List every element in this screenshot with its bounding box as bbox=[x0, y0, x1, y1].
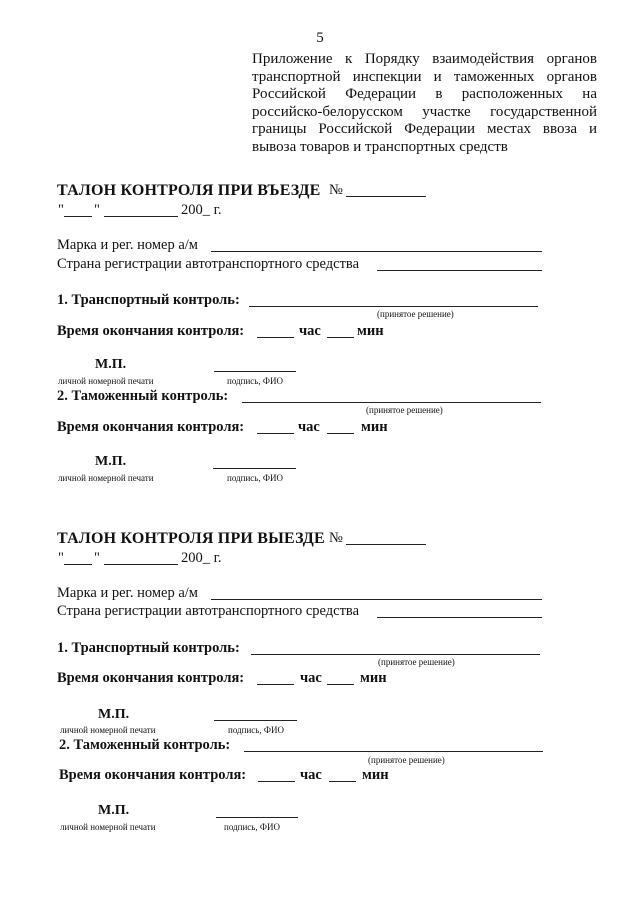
entry-day-field[interactable] bbox=[64, 216, 92, 217]
date-quote-open: " bbox=[58, 202, 64, 218]
stamp-caption: личной номерной печати bbox=[58, 376, 154, 386]
page-number: 5 bbox=[316, 30, 324, 46]
entry-customs-label: 2. Таможенный контроль: bbox=[57, 388, 229, 404]
signature-caption: подпись, ФИО bbox=[224, 822, 280, 832]
entry-min-field[interactable] bbox=[327, 337, 354, 338]
stamp-caption: личной номерной печати bbox=[60, 822, 156, 832]
min-label: мин bbox=[361, 419, 388, 435]
exit-year: 200_ г. bbox=[181, 550, 222, 566]
exit-vehicle-label: Марка и рег. номер а/м bbox=[57, 585, 198, 601]
hour-label: час bbox=[300, 670, 322, 686]
exit-end-time-label: Время окончания контроля: bbox=[59, 767, 247, 783]
exit-country-label: Страна регистрации автотранспортного средства bbox=[57, 603, 360, 619]
stamp-label: М.П. bbox=[98, 803, 130, 818]
exit-customs-label: 2. Таможенный контроль: bbox=[59, 737, 231, 753]
entry-hour-field[interactable] bbox=[257, 433, 294, 434]
entry-hour-field[interactable] bbox=[257, 337, 294, 338]
entry-end-time-label: Время окончания контроля: bbox=[57, 419, 245, 435]
signature-caption: подпись, ФИО bbox=[227, 376, 283, 386]
appendix-note bbox=[252, 51, 597, 157]
entry-transport-decision-field[interactable] bbox=[249, 306, 538, 307]
entry-signature-field[interactable] bbox=[214, 371, 296, 372]
exit-transport-label: 1. Транспортный контроль: bbox=[57, 640, 240, 656]
entry-year: 200_ г. bbox=[181, 202, 222, 218]
exit-min-field[interactable] bbox=[329, 781, 356, 782]
entry-vehicle-field[interactable] bbox=[211, 251, 542, 252]
hour-label: час bbox=[299, 323, 321, 339]
entry-month-field[interactable] bbox=[104, 216, 178, 217]
exit-customs-decision-field[interactable] bbox=[244, 751, 543, 752]
stamp-caption: личной номерной печати bbox=[60, 725, 156, 735]
exit-title: ТАЛОН КОНТРОЛЯ ПРИ ВЫЕЗДЕ bbox=[57, 530, 325, 547]
entry-customs-decision-field[interactable] bbox=[242, 402, 541, 403]
exit-day-field[interactable] bbox=[64, 564, 92, 565]
date-quote-close: " bbox=[94, 550, 100, 566]
decision-caption: (принятое решение) bbox=[377, 309, 454, 319]
appendix-line: Российской Федерации в расположенных на bbox=[252, 86, 597, 103]
decision-caption: (принятое решение) bbox=[368, 755, 445, 765]
exit-signature-field[interactable] bbox=[216, 817, 298, 818]
exit-number-field[interactable] bbox=[346, 544, 426, 545]
exit-min-field[interactable] bbox=[327, 684, 354, 685]
entry-country-field[interactable] bbox=[377, 270, 542, 271]
date-quote-open: " bbox=[58, 550, 64, 566]
hour-label: час bbox=[298, 419, 320, 435]
signature-caption: подпись, ФИО bbox=[228, 725, 284, 735]
hour-label: час bbox=[300, 767, 322, 783]
appendix-line: вывоза товаров и транспортных средств bbox=[252, 138, 508, 155]
exit-vehicle-field[interactable] bbox=[211, 599, 542, 600]
entry-min-field[interactable] bbox=[327, 433, 354, 434]
decision-caption: (принятое решение) bbox=[378, 657, 455, 667]
exit-end-time-label: Время окончания контроля: bbox=[57, 670, 245, 686]
entry-title: ТАЛОН КОНТРОЛЯ ПРИ ВЪЕЗДЕ bbox=[57, 182, 321, 199]
stamp-label: М.П. bbox=[95, 454, 127, 469]
min-label: мин bbox=[357, 323, 384, 339]
decision-caption: (принятое решение) bbox=[366, 405, 443, 415]
exit-signature-field[interactable] bbox=[214, 720, 297, 721]
entry-transport-label: 1. Транспортный контроль: bbox=[57, 292, 240, 308]
appendix-line: российско-белорусском участке государственной bbox=[252, 103, 597, 120]
exit-hour-field[interactable] bbox=[257, 684, 294, 685]
min-label: мин bbox=[360, 670, 387, 686]
entry-country-label: Страна регистрации автотранспортного средства bbox=[57, 256, 360, 272]
entry-end-time-label: Время окончания контроля: bbox=[57, 323, 245, 339]
entry-vehicle-label: Марка и рег. номер а/м bbox=[57, 237, 198, 253]
exit-country-field[interactable] bbox=[377, 617, 542, 618]
signature-caption: подпись, ФИО bbox=[227, 473, 283, 483]
entry-number-field[interactable] bbox=[346, 196, 426, 197]
stamp-label: М.П. bbox=[98, 707, 130, 722]
min-label: мин bbox=[362, 767, 389, 783]
entry-signature-field[interactable] bbox=[213, 468, 296, 469]
appendix-line: транспортной инспекции и таможенных органов bbox=[252, 68, 597, 85]
date-quote-close: " bbox=[94, 202, 100, 218]
stamp-label: М.П. bbox=[95, 357, 127, 372]
appendix-line: границы Российской Федерации местах ввоза и bbox=[252, 121, 597, 138]
exit-hour-field[interactable] bbox=[258, 781, 295, 782]
stamp-caption: личной номерной печати bbox=[58, 473, 154, 483]
exit-number-sign: № bbox=[329, 530, 343, 546]
entry-number-sign: № bbox=[329, 182, 343, 198]
exit-transport-decision-field[interactable] bbox=[251, 654, 540, 655]
appendix-line: Приложение к Порядку взаимодействия органов bbox=[252, 51, 597, 67]
exit-month-field[interactable] bbox=[104, 564, 178, 565]
